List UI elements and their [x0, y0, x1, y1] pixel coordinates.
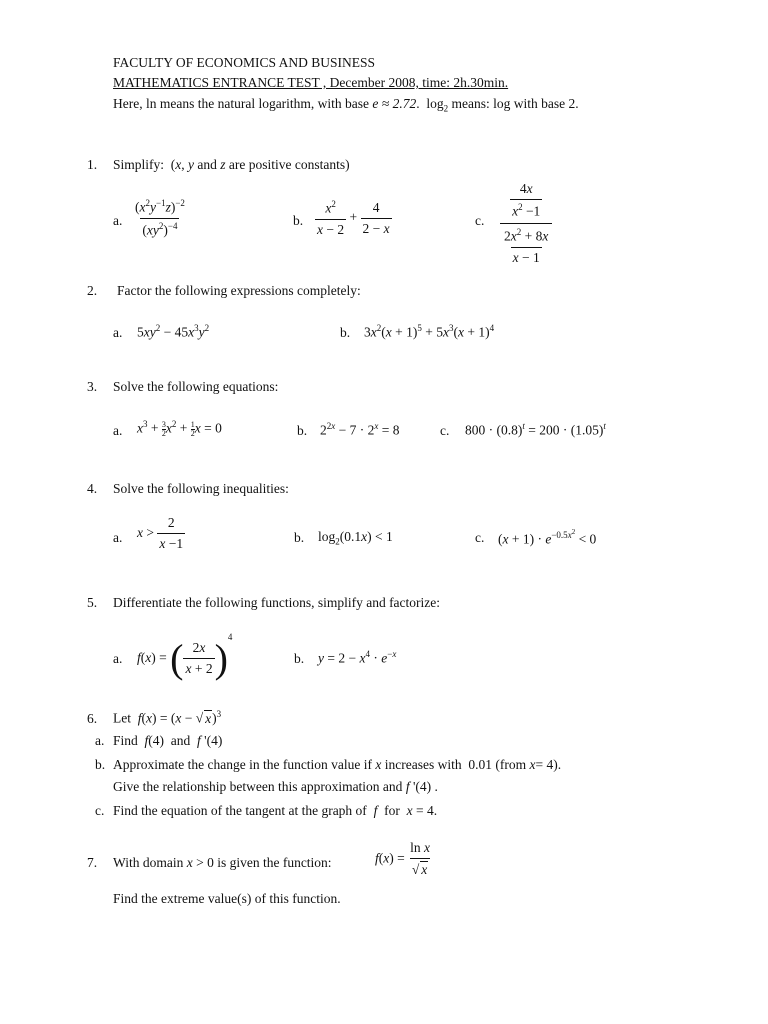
notation-prefix: Here, ln means the natural logarithm, with base	[113, 96, 370, 111]
q1b-label: b.	[293, 213, 304, 228]
q5b-label: b.	[294, 651, 305, 666]
q3a-expression: $x^3$ + $\frac{3}{2}$ $x^2$ + $\frac{1}{2}$ x = 0	[137, 419, 222, 438]
q7-function: f(x) = $\frac{\text{ln x}}{√ x}$	[375, 840, 431, 878]
q4a-label: a.	[113, 530, 123, 545]
q4a-expression: x > $\frac{2}{x -1}$	[137, 515, 184, 552]
q4b-label: b.	[294, 530, 305, 545]
q1c-label: c.	[475, 213, 485, 228]
q3c-label: c.	[440, 423, 450, 438]
q1c-expression: $\frac{\frac{4x}{x^2 -1}}{\frac{2x^2 + 8x}{x - 1}}$	[500, 181, 552, 266]
q3b-expression: $2^{2x} - 7 \cdot 2^x = 8$	[320, 421, 400, 438]
q7-subprompt: Find the extreme value(s) of this function.	[113, 891, 341, 906]
q2-prompt: Factor the following expressions completely:	[117, 283, 361, 298]
notation-note: Here, ln means the natural logarithm, with base e ≈ 2.72. $\log_2$ means: log with base 2.	[113, 96, 579, 114]
test-title: MATHEMATICS ENTRANCE TEST , December 2008, time: 2h.30min.	[113, 75, 509, 90]
q1a-label: a.	[113, 213, 123, 228]
q5a-label: a.	[113, 651, 123, 666]
notation-e-value: e ≈ 2.72	[372, 96, 417, 111]
q2a-label: a.	[113, 325, 123, 340]
q1a-expression: $\frac{(x^2y^{-1}z)^{-2}}{(xy^2)^{-4}}$	[135, 198, 185, 238]
q6c-label: c.	[95, 803, 105, 818]
q3b-label: b.	[297, 423, 308, 438]
q5a-expression: f(x) = ( $\frac{2x}{x + 2}$ )$^4$	[137, 632, 233, 681]
q7-prompt: With domain x > 0 is given the function:	[113, 855, 332, 870]
q4-prompt: Solve the following inequalities:	[113, 481, 289, 496]
q6a-label: a.	[95, 733, 105, 748]
q3a-label: a.	[113, 423, 123, 438]
faculty-title: FACULTY OF ECONOMICS AND BUSINESS	[113, 55, 376, 70]
q1b-expression: $\frac{x^2}{x - 2}$ + $\frac{4}{2 - x}$	[317, 199, 390, 237]
q7-number: 7.	[87, 855, 98, 870]
q4c-expression: $(x + 1) \cdot e^{-0.5x^2} < 0$	[498, 528, 597, 547]
q4b-expression: $\log_2(0.1x) < 1$	[318, 529, 393, 547]
q2-number: 2.	[87, 283, 98, 298]
q6a-text: Find f(4) and f '(4)	[113, 733, 223, 748]
q6b-label: b.	[95, 757, 106, 772]
q2a-expression: $5xy^2 - 45x^3y^2$	[137, 323, 210, 340]
q3-number: 3.	[87, 379, 98, 394]
q6c-text: Find the equation of the tangent at the graph of f for x = 4.	[113, 803, 438, 818]
q2b-expression: $3x^2(x + 1)^5 + 5x^3(x + 1)^4$	[364, 323, 495, 340]
q6-prompt: Let f(x) = (x − √ x)$^3$	[113, 709, 222, 726]
q3c-expression: $800 \cdot (0.8)^t = 200 \cdot (1.05)^t$	[465, 421, 606, 438]
q5b-expression: $y = 2 - x^4 \cdot e^{-x}$	[318, 649, 397, 666]
notation-suffix: means: log with base 2.	[451, 96, 579, 111]
q2b-label: b.	[340, 325, 351, 340]
q4c-label: c.	[475, 530, 485, 545]
notation-log-base: 2	[443, 103, 449, 114]
q5-prompt: Differentiate the following functions, simplify and factorize:	[113, 595, 441, 610]
notation-log: log	[426, 96, 444, 111]
q6b-text-line2: Give the relationship between this approximation and f '(4) .	[113, 779, 438, 794]
q1-number: 1.	[87, 157, 98, 172]
q6b-text-line1: Approximate the change in the function value if x increases with 0.01 (from x= 4).	[113, 757, 562, 772]
q5-number: 5.	[87, 595, 98, 610]
q3-prompt: Solve the following equations:	[113, 379, 279, 394]
q1-prompt: Simplify: (x, y and z are positive constants)	[113, 157, 350, 172]
q6-number: 6.	[87, 711, 98, 726]
q4-number: 4.	[87, 481, 98, 496]
